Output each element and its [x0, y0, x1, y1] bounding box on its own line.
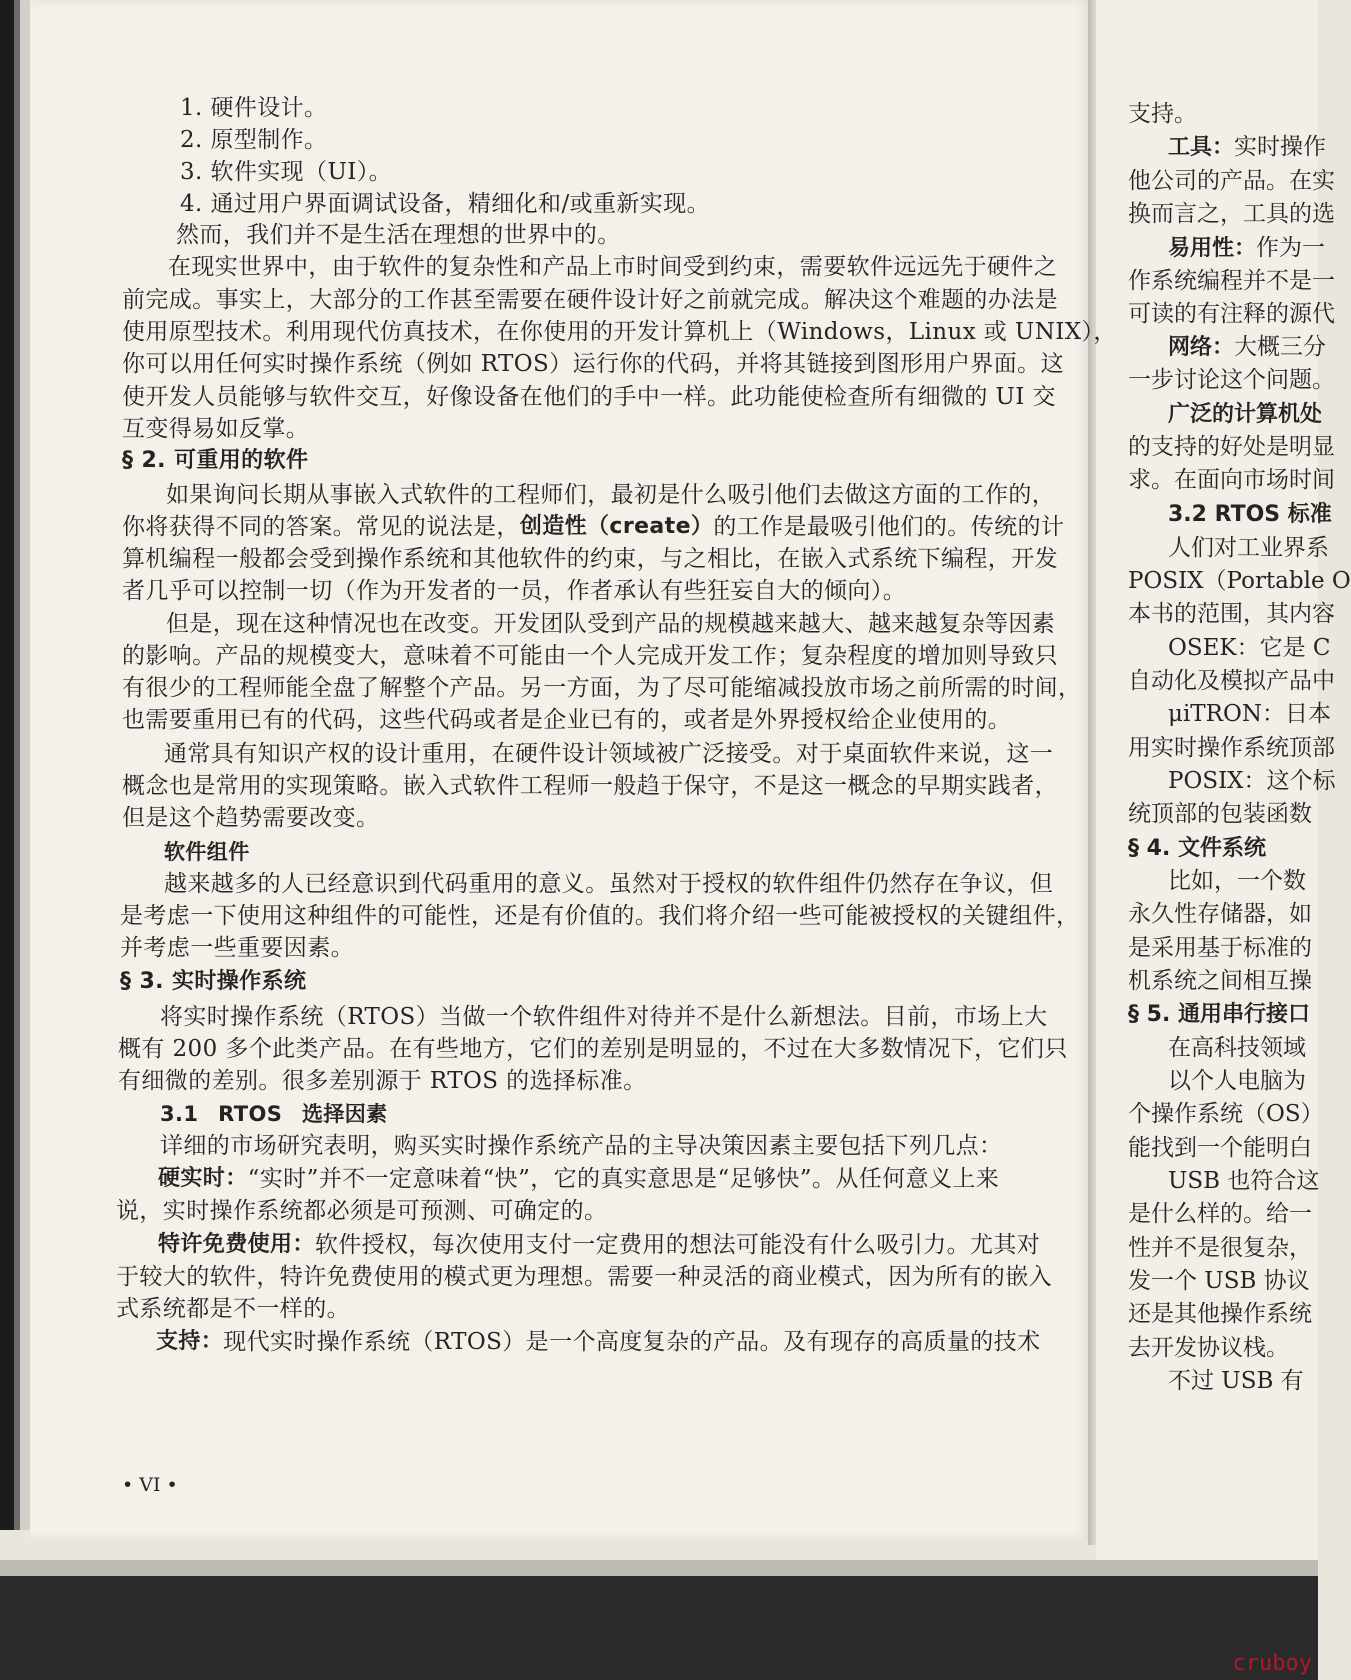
paragraph-line: 并考虑一些重要因素。 — [120, 935, 354, 961]
subsection-heading: 3.1 RTOS 选择因素 — [160, 1102, 388, 1126]
right-page-line: 个操作系统（OS） — [1128, 1101, 1324, 1127]
text-run: 实时操作 — [1234, 134, 1327, 160]
paragraph-line: 说，实时操作系统都必须是可预测、可确定的。 — [116, 1198, 608, 1224]
paragraph-line: 通常具有知识产权的设计重用，在硬件设计领域被广泛接受。对于桌面软件来说，这一 — [164, 741, 1054, 767]
paragraph-line: 概念也是常用的实现策略。嵌入式软件工程师一般趋于保守，不是这一概念的早期实践者， — [122, 773, 1058, 799]
right-page-line: 永久性存储器，如 — [1128, 901, 1312, 927]
right-page-line: 一步讨论这个问题。 — [1128, 367, 1335, 393]
right-page-line: 发一个 USB 协议 — [1128, 1268, 1310, 1294]
right-page-line — [1168, 400, 1322, 429]
right-page-line — [1168, 234, 1325, 263]
paragraph-line: 者几乎可以控制一切（作为开发者的一员，作者承认有些狂妄自大的倾向）。 — [122, 578, 907, 604]
right-page-line — [1168, 500, 1332, 529]
text-run: 软件授权，每次使用支付一定费用的想法可能没有什么吸引力。尤其对 — [314, 1232, 1041, 1258]
term-label: 广泛的计算机处 — [1168, 402, 1323, 427]
right-page-line: 不过 USB 有 — [1168, 1368, 1304, 1394]
paragraph-line: 使开发人员能够与软件交互，好像设备在他们的手中一样。此功能使检查所有细微的 UI 交 — [122, 384, 1056, 410]
section-heading: § 2. 可重用的软件 — [122, 448, 309, 473]
paragraph-line — [158, 1165, 1000, 1193]
paragraph-line: 互变得易如反掌。 — [122, 416, 310, 442]
right-page-line: 在高科技领域 — [1168, 1035, 1306, 1061]
right-page-line: POSIX：这个标 — [1168, 768, 1336, 794]
term-label: 3.2 RTOS 标准 — [1168, 502, 1332, 527]
paragraph-line: 算机编程一般都会受到操作系统和其他软件的约束，与之相比，在嵌入式系统下编程，开发 — [122, 546, 1058, 572]
right-page-line: 人们对工业界系 — [1168, 535, 1329, 561]
right-page-line: 用实时操作系统顶部 — [1128, 735, 1335, 761]
term-label: 易用性： — [1168, 236, 1257, 261]
right-page-line: 他公司的产品。在实 — [1128, 168, 1335, 194]
page-number: • VI • — [122, 1474, 178, 1496]
list-item: 1. 硬件设计。 — [180, 95, 328, 121]
right-page-line: 还是其他操作系统 — [1128, 1301, 1312, 1327]
right-page-line: 求。在面向市场时间 — [1128, 467, 1335, 493]
right-page-line: 换而言之，工具的选 — [1128, 201, 1335, 227]
text-run: 的工作是最吸引他们的。传统的计 — [713, 514, 1065, 540]
paragraph-line: 如果询问长期从事嵌入式软件的工程师们，最初是什么吸引他们去做这方面的工作的， — [166, 482, 1056, 508]
right-page-line: 机系统之间相互操 — [1128, 968, 1312, 994]
paragraph-line: 有很少的工程师能全盘了解整个产品。另一方面，为了尽可能缩减投放市场之前所需的时间， — [122, 675, 1082, 701]
subsection-heading: 软件组件 — [164, 840, 250, 864]
right-page-line: 可读的有注释的源代 — [1128, 301, 1335, 327]
term-label: 工具： — [1168, 135, 1235, 160]
right-page-line: OSEK：它是 C — [1168, 635, 1331, 661]
term-label: § 4. 文件系统 — [1128, 836, 1266, 861]
text-run: 你将获得不同的答案。常见的说法是， — [122, 514, 520, 540]
paragraph-line: 但是，现在这种情况也在改变。开发团队受到产品的规模越来越大、越来越复杂等因素 — [166, 611, 1056, 637]
term-label: 硬实时： — [158, 1166, 248, 1191]
list-item: 2. 原型制作。 — [180, 127, 328, 153]
term-label: 网络： — [1168, 335, 1235, 360]
right-page-line: 去开发协议栈。 — [1128, 1335, 1289, 1361]
paragraph-line: 有细微的差别。很多差别源于 RTOS 的选择标准。 — [118, 1068, 647, 1094]
paragraph-line: 是考虑一下使用这种组件的可能性，还是有价值的。我们将介绍一些可能被授权的关键组件， — [120, 903, 1080, 929]
paragraph-line: 你可以用任何实时操作系统（例如 RTOS）运行你的代码，并将其链接到图形用户界面。这 — [122, 351, 1064, 377]
paragraph-line — [156, 1328, 1041, 1356]
paragraph-line: 越来越多的人已经意识到代码重用的意义。虽然对于授权的软件组件仍然存在争议，但 — [164, 871, 1054, 897]
right-page-line: 作系统编程并不是一 — [1128, 268, 1335, 294]
paragraph-line: 的影响。产品的规模变大，意味着不可能由一个人完成开发工作；复杂程度的增加则导致只 — [122, 643, 1058, 669]
right-page-line — [1168, 333, 1326, 362]
paragraph-line: 但是这个趋势需要改变。 — [122, 805, 380, 831]
paragraph-line: 在现实世界中，由于软件的复杂性和产品上市时间受到约束，需要软件远远先于硬件之 — [168, 254, 1058, 280]
text-run: 大概三分 — [1234, 334, 1327, 360]
right-page-line: POSIX（Portable O — [1128, 568, 1351, 594]
right-page-line: 本书的范围，其内容 — [1128, 601, 1335, 627]
term-label: 支持： — [156, 1329, 224, 1354]
right-page-line: 是采用基于标准的 — [1128, 935, 1312, 961]
right-page-line: 比如，一个数 — [1168, 868, 1306, 894]
right-page-line — [1168, 133, 1326, 162]
emphasis-create: 创造性（create） — [519, 514, 714, 539]
list-item: 3. 软件实现（UI）。 — [180, 159, 393, 185]
list-item: 4. 通过用户界面调试设备，精细化和/或重新实现。 — [180, 191, 711, 217]
paragraph-line: 使用原型技术。利用现代仿真技术，在你使用的开发计算机上（Windows，Linux 或 UNIX）， — [122, 319, 1117, 345]
right-page-line: 统顶部的包装函数 — [1128, 801, 1312, 827]
paragraph-line — [158, 1231, 1041, 1259]
paragraph-line: 然而，我们并不是生活在理想的世界中的。 — [176, 222, 621, 248]
right-page-line: USB 也符合这 — [1168, 1168, 1320, 1194]
paragraph-line: 将实时操作系统（RTOS）当做一个软件组件对待并不是什么新想法。目前，市场上大 — [160, 1004, 1048, 1030]
paragraph-line: 于较大的软件，特许免费使用的模式更为理想。需要一种灵活的商业模式，因为所有的嵌入 — [116, 1264, 1052, 1290]
paragraph-line — [122, 513, 1065, 541]
paragraph-line: 概有 200 多个此类产品。在有些地方，它们的差别是明显的，不过在大多数情况下，它们只 — [118, 1036, 1068, 1062]
term-label: § 5. 通用串行接口 — [1128, 1002, 1310, 1027]
text-run: 作为一 — [1256, 235, 1326, 261]
right-page-line: 能找到一个能明白 — [1128, 1135, 1312, 1161]
section-heading: § 3. 实时操作系统 — [120, 969, 307, 994]
paragraph-line: 详细的市场研究表明，购买实时操作系统产品的主导决策因素主要包括下列几点： — [160, 1133, 1003, 1159]
right-page-column — [1128, 0, 1351, 1560]
watermark: cruboy — [1232, 1651, 1312, 1676]
right-page-line — [1128, 834, 1266, 863]
paragraph-line: 式系统都是不一样的。 — [116, 1296, 350, 1322]
right-page-line: 是什么样的。给一 — [1128, 1201, 1312, 1227]
right-page-line: 的支持的好处是明显 — [1128, 434, 1335, 460]
paragraph-line: 也需要重用已有的代码，这些代码或者是企业已有的，或者是外界授权给企业使用的。 — [122, 707, 1012, 733]
right-page-line: 支持。 — [1128, 101, 1197, 127]
term-label: 特许免费使用： — [158, 1232, 315, 1257]
right-page-line: 性并不是很复杂， — [1128, 1235, 1312, 1261]
text-run: “实时”并不一定意味着“快”，它的真实意思是“足够快”。从任何意义上来 — [247, 1166, 1000, 1192]
right-page-line: μiTRON：日本 — [1168, 701, 1331, 727]
paragraph-line: 前完成。事实上，大部分的工作甚至需要在硬件设计好之前就完成。解决这个难题的办法是 — [122, 287, 1058, 313]
right-page-line: 自动化及模拟产品中 — [1128, 668, 1335, 694]
text-run: 现代实时操作系统（RTOS）是一个高度复杂的产品。及有现存的高质量的技术 — [223, 1329, 1041, 1355]
right-page-line — [1128, 1000, 1310, 1029]
right-page-line: 以个人电脑为 — [1168, 1068, 1306, 1094]
